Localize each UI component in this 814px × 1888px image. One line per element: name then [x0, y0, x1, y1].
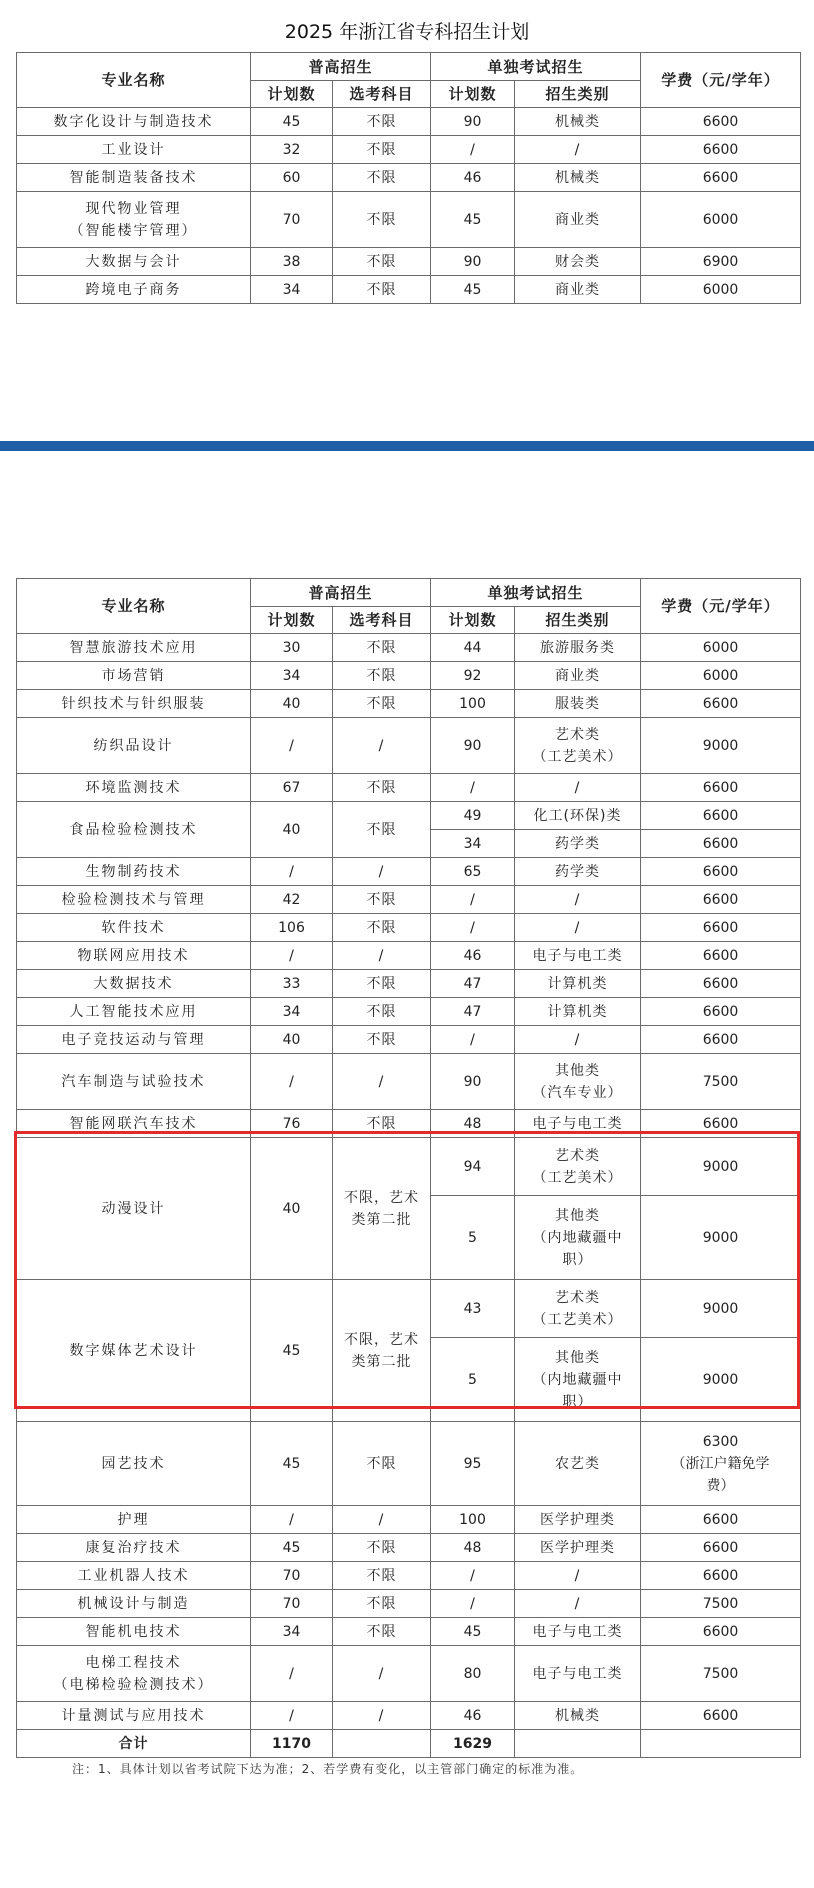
- single-plan-cell: 46: [431, 942, 515, 970]
- fee-cell: 9000: [641, 1196, 801, 1280]
- subject-cell: 不限: [333, 970, 431, 998]
- subject-cell: 不限: [333, 164, 431, 192]
- table-row: [17, 1026, 801, 1054]
- page-title: 2025 年浙江省专科招生计划: [284, 21, 530, 43]
- single-plan-cell: 94: [431, 1138, 515, 1196]
- category-cell: 财会类: [515, 248, 641, 276]
- category-cell: 商业类: [515, 276, 641, 304]
- table-row: [17, 1702, 801, 1730]
- major-name-cell: 跨境电子商务: [17, 276, 251, 304]
- category-cell: /: [515, 1026, 641, 1054]
- general-plan-cell: /: [251, 942, 333, 970]
- header-fee: 学费（元/学年）: [641, 579, 801, 634]
- subject-cell: /: [333, 858, 431, 886]
- major-name-cell: 电子竞技运动与管理: [17, 1026, 251, 1054]
- subject-cell: 不限，艺术 类第二批: [333, 1280, 431, 1422]
- table-row: [17, 942, 801, 970]
- fee-cell: 6000: [641, 276, 801, 304]
- header-category: 招生类别: [515, 81, 641, 108]
- subject-cell: /: [333, 718, 431, 774]
- footnote: 注：1、具体计划以省考试院下达为准；2、若学费有变化，以主管部门确定的标准为准。: [72, 1762, 584, 1776]
- general-plan-cell: /: [251, 1506, 333, 1534]
- header-general-plan: 计划数: [251, 81, 333, 108]
- subject-cell: 不限: [333, 276, 431, 304]
- enrollment-table-2: [16, 578, 801, 1758]
- general-plan-cell: 40: [251, 802, 333, 858]
- major-name-cell: 食品检验检测技术: [17, 802, 251, 858]
- single-plan-cell: 5: [431, 1196, 515, 1280]
- category-cell: 艺术类 （工艺美术）: [515, 1280, 641, 1338]
- fee-cell: 6600: [641, 108, 801, 136]
- major-name-cell: 数字化设计与制造技术: [17, 108, 251, 136]
- subject-cell: 不限: [333, 802, 431, 858]
- general-plan-cell: 40: [251, 690, 333, 718]
- header-major: 专业名称: [17, 579, 251, 634]
- subject-cell: 不限: [333, 690, 431, 718]
- header-major: 专业名称: [17, 53, 251, 108]
- category-cell: 服装类: [515, 690, 641, 718]
- subject-cell: /: [333, 1646, 431, 1702]
- fee-cell: 6600: [641, 774, 801, 802]
- fee-cell: 6000: [641, 634, 801, 662]
- subject-cell: 不限: [333, 1618, 431, 1646]
- single-plan-cell: 45: [431, 192, 515, 248]
- subject-cell: 不限: [333, 1110, 431, 1138]
- major-name-cell: 园艺技术: [17, 1422, 251, 1506]
- category-cell: /: [515, 1590, 641, 1618]
- fee-cell: 6600: [641, 1506, 801, 1534]
- major-name-cell: 智能制造装备技术: [17, 164, 251, 192]
- single-plan-cell: 65: [431, 858, 515, 886]
- fee-cell: 6600: [641, 690, 801, 718]
- major-name-cell: 智能机电技术: [17, 1618, 251, 1646]
- single-plan-cell: 100: [431, 1506, 515, 1534]
- general-plan-cell: 30: [251, 634, 333, 662]
- header-category: 招生类别: [515, 607, 641, 634]
- general-plan-cell: 45: [251, 1280, 333, 1422]
- general-plan-cell: 40: [251, 1026, 333, 1054]
- major-name-cell: 汽车制造与试验技术: [17, 1054, 251, 1110]
- major-name-cell: 大数据技术: [17, 970, 251, 998]
- category-cell: 化工(环保)类: [515, 802, 641, 830]
- category-cell: 医学护理类: [515, 1506, 641, 1534]
- major-name-cell: 机械设计与制造: [17, 1590, 251, 1618]
- subject-cell: 不限: [333, 662, 431, 690]
- single-plan-cell: 45: [431, 276, 515, 304]
- major-name-cell: 物联网应用技术: [17, 942, 251, 970]
- category-cell: 药学类: [515, 830, 641, 858]
- subject-cell: 不限: [333, 886, 431, 914]
- table-row: [17, 1590, 801, 1618]
- fee-cell: 6600: [641, 1026, 801, 1054]
- fee-cell: 6000: [641, 192, 801, 248]
- subject-cell: /: [333, 1702, 431, 1730]
- table-row: [17, 1280, 801, 1338]
- subject-cell: 不限，艺术 类第二批: [333, 1138, 431, 1280]
- subject-cell: 不限: [333, 248, 431, 276]
- fee-cell: 7500: [641, 1646, 801, 1702]
- table-row: [17, 276, 801, 304]
- category-cell: /: [515, 136, 641, 164]
- single-plan-cell: 48: [431, 1534, 515, 1562]
- fee-cell: 6600: [641, 998, 801, 1026]
- major-name-cell: 检验检测技术与管理: [17, 886, 251, 914]
- category-cell: 医学护理类: [515, 1534, 641, 1562]
- major-name-cell: 智慧旅游技术应用: [17, 634, 251, 662]
- table-row: [17, 1110, 801, 1138]
- single-plan-cell: 48: [431, 1110, 515, 1138]
- single-plan-cell: /: [431, 1562, 515, 1590]
- general-plan-cell: 34: [251, 998, 333, 1026]
- major-name-cell: 智能网联汽车技术: [17, 1110, 251, 1138]
- category-cell: 电子与电工类: [515, 1646, 641, 1702]
- total-label: 合计: [17, 1730, 251, 1758]
- subject-cell: /: [333, 1506, 431, 1534]
- general-plan-cell: /: [251, 858, 333, 886]
- category-cell: 电子与电工类: [515, 1110, 641, 1138]
- table-row: [17, 662, 801, 690]
- header-general: 普高招生: [251, 53, 431, 81]
- general-plan-cell: 42: [251, 886, 333, 914]
- general-plan-cell: 34: [251, 276, 333, 304]
- major-name-cell: 护理: [17, 1506, 251, 1534]
- subject-cell: 不限: [333, 136, 431, 164]
- single-plan-cell: 47: [431, 998, 515, 1026]
- general-plan-cell: /: [251, 1646, 333, 1702]
- single-plan-cell: 90: [431, 248, 515, 276]
- fee-cell: 6600: [641, 1110, 801, 1138]
- major-name-cell: 大数据与会计: [17, 248, 251, 276]
- major-name-cell: 软件技术: [17, 914, 251, 942]
- general-plan-cell: 70: [251, 1562, 333, 1590]
- fee-cell: 7500: [641, 1590, 801, 1618]
- single-plan-cell: /: [431, 774, 515, 802]
- table-row: [17, 718, 801, 774]
- category-cell: 艺术类 （工艺美术）: [515, 1138, 641, 1196]
- table-row: [17, 634, 801, 662]
- fee-cell: 6600: [641, 1702, 801, 1730]
- single-plan-cell: 80: [431, 1646, 515, 1702]
- general-plan-cell: 34: [251, 1618, 333, 1646]
- table-row: [17, 1054, 801, 1110]
- fee-cell: 6600: [641, 1534, 801, 1562]
- category-cell: 机械类: [515, 1702, 641, 1730]
- subject-cell: 不限: [333, 1422, 431, 1506]
- table-row: [17, 858, 801, 886]
- single-plan-cell: 5: [431, 1338, 515, 1422]
- category-cell: 商业类: [515, 662, 641, 690]
- fee-cell: 6600: [641, 1618, 801, 1646]
- header-general: 普高招生: [251, 579, 431, 607]
- fee-cell: 6600: [641, 886, 801, 914]
- major-name-cell: 数字媒体艺术设计: [17, 1280, 251, 1422]
- category-cell: 其他类 （内地藏疆中 职）: [515, 1338, 641, 1422]
- general-plan-cell: 67: [251, 774, 333, 802]
- total-single-plan: 1629: [431, 1730, 515, 1758]
- major-name-cell: 康复治疗技术: [17, 1534, 251, 1562]
- subject-cell: 不限: [333, 634, 431, 662]
- single-plan-cell: 47: [431, 970, 515, 998]
- major-name-cell: 现代物业管理 （智能楼宇管理）: [17, 192, 251, 248]
- general-plan-cell: 34: [251, 662, 333, 690]
- table-row: [17, 1618, 801, 1646]
- header-single: 单独考试招生: [431, 579, 641, 607]
- category-cell: 计算机类: [515, 998, 641, 1026]
- total-empty-cell: [333, 1730, 431, 1758]
- table-row: [17, 192, 801, 248]
- table-row: [17, 1562, 801, 1590]
- general-plan-cell: 32: [251, 136, 333, 164]
- general-plan-cell: 45: [251, 1422, 333, 1506]
- category-cell: 电子与电工类: [515, 1618, 641, 1646]
- table-row: [17, 164, 801, 192]
- category-cell: 艺术类 （工艺美术）: [515, 718, 641, 774]
- single-plan-cell: 92: [431, 662, 515, 690]
- subject-cell: /: [333, 942, 431, 970]
- category-cell: 计算机类: [515, 970, 641, 998]
- single-plan-cell: /: [431, 886, 515, 914]
- table-row: [17, 1422, 801, 1506]
- table-row: [17, 886, 801, 914]
- single-plan-cell: 46: [431, 1702, 515, 1730]
- table-row: [17, 136, 801, 164]
- fee-cell: 6600: [641, 942, 801, 970]
- single-plan-cell: 34: [431, 830, 515, 858]
- single-plan-cell: 45: [431, 1618, 515, 1646]
- fee-cell: 6600: [641, 1562, 801, 1590]
- general-plan-cell: /: [251, 718, 333, 774]
- category-cell: /: [515, 1562, 641, 1590]
- single-plan-cell: 90: [431, 1054, 515, 1110]
- category-cell: /: [515, 774, 641, 802]
- subject-cell: 不限: [333, 108, 431, 136]
- subject-cell: 不限: [333, 1562, 431, 1590]
- fee-cell: 6000: [641, 662, 801, 690]
- section-divider: [0, 441, 814, 451]
- single-plan-cell: 90: [431, 108, 515, 136]
- table-row: [17, 1506, 801, 1534]
- category-cell: 电子与电工类: [515, 942, 641, 970]
- general-plan-cell: 45: [251, 1534, 333, 1562]
- fee-cell: 6600: [641, 802, 801, 830]
- subject-cell: /: [333, 1054, 431, 1110]
- subject-cell: 不限: [333, 192, 431, 248]
- major-name-cell: 市场营销: [17, 662, 251, 690]
- fee-cell: 6600: [641, 136, 801, 164]
- category-cell: 机械类: [515, 164, 641, 192]
- table-row: [17, 914, 801, 942]
- header-general-plan: 计划数: [251, 607, 333, 634]
- fee-cell: 9000: [641, 718, 801, 774]
- total-general-plan: 1170: [251, 1730, 333, 1758]
- fee-cell: 6900: [641, 248, 801, 276]
- category-cell: 旅游服务类: [515, 634, 641, 662]
- table-row: [17, 1534, 801, 1562]
- single-plan-cell: 100: [431, 690, 515, 718]
- total-empty-cell: [515, 1730, 641, 1758]
- fee-cell: 9000: [641, 1138, 801, 1196]
- single-plan-cell: /: [431, 136, 515, 164]
- category-cell: 农艺类: [515, 1422, 641, 1506]
- fee-cell: 9000: [641, 1280, 801, 1338]
- enrollment-table-1: [16, 52, 801, 304]
- general-plan-cell: 76: [251, 1110, 333, 1138]
- general-plan-cell: 33: [251, 970, 333, 998]
- general-plan-cell: 106: [251, 914, 333, 942]
- table-row: [17, 970, 801, 998]
- total-row: [17, 1730, 801, 1758]
- major-name-cell: 针织技术与针织服装: [17, 690, 251, 718]
- general-plan-cell: 45: [251, 108, 333, 136]
- category-cell: 其他类 （汽车专业）: [515, 1054, 641, 1110]
- single-plan-cell: 46: [431, 164, 515, 192]
- subject-cell: 不限: [333, 1590, 431, 1618]
- header-single-plan: 计划数: [431, 81, 515, 108]
- category-cell: 机械类: [515, 108, 641, 136]
- major-name-cell: 纺织品设计: [17, 718, 251, 774]
- fee-cell: 6600: [641, 858, 801, 886]
- category-cell: /: [515, 914, 641, 942]
- general-plan-cell: 38: [251, 248, 333, 276]
- table-row: [17, 802, 801, 830]
- subject-cell: 不限: [333, 914, 431, 942]
- table-row: [17, 248, 801, 276]
- header-fee: 学费（元/学年）: [641, 53, 801, 108]
- general-plan-cell: 70: [251, 1590, 333, 1618]
- major-name-cell: 环境监测技术: [17, 774, 251, 802]
- major-name-cell: 工业设计: [17, 136, 251, 164]
- single-plan-cell: /: [431, 1026, 515, 1054]
- single-plan-cell: /: [431, 1590, 515, 1618]
- single-plan-cell: 49: [431, 802, 515, 830]
- major-name-cell: 动漫设计: [17, 1138, 251, 1280]
- table-row: [17, 1138, 801, 1196]
- fee-cell: 6600: [641, 970, 801, 998]
- single-plan-cell: /: [431, 914, 515, 942]
- fee-cell: 6600: [641, 830, 801, 858]
- general-plan-cell: 70: [251, 192, 333, 248]
- fee-cell: 6300 （浙江户籍免学 费）: [641, 1422, 801, 1506]
- fee-cell: 9000: [641, 1338, 801, 1422]
- header-single-plan: 计划数: [431, 607, 515, 634]
- header-subject: 选考科目: [333, 607, 431, 634]
- category-cell: 商业类: [515, 192, 641, 248]
- major-name-cell: 电梯工程技术 （电梯检验检测技术）: [17, 1646, 251, 1702]
- header-subject: 选考科目: [333, 81, 431, 108]
- table-row: [17, 774, 801, 802]
- major-name-cell: 人工智能技术应用: [17, 998, 251, 1026]
- fee-cell: 6600: [641, 914, 801, 942]
- table-row: [17, 998, 801, 1026]
- category-cell: 其他类 （内地藏疆中 职）: [515, 1196, 641, 1280]
- category-cell: /: [515, 886, 641, 914]
- fee-cell: 7500: [641, 1054, 801, 1110]
- general-plan-cell: 40: [251, 1138, 333, 1280]
- table-row: [17, 1646, 801, 1702]
- major-name-cell: 工业机器人技术: [17, 1562, 251, 1590]
- header-single: 单独考试招生: [431, 53, 641, 81]
- single-plan-cell: 44: [431, 634, 515, 662]
- subject-cell: 不限: [333, 774, 431, 802]
- table-row: [17, 690, 801, 718]
- general-plan-cell: /: [251, 1054, 333, 1110]
- general-plan-cell: /: [251, 1702, 333, 1730]
- major-name-cell: 计量测试与应用技术: [17, 1702, 251, 1730]
- single-plan-cell: 43: [431, 1280, 515, 1338]
- subject-cell: 不限: [333, 1534, 431, 1562]
- general-plan-cell: 60: [251, 164, 333, 192]
- major-name-cell: 生物制药技术: [17, 858, 251, 886]
- subject-cell: 不限: [333, 998, 431, 1026]
- total-empty-cell: [641, 1730, 801, 1758]
- fee-cell: 6600: [641, 164, 801, 192]
- table-row: [17, 108, 801, 136]
- subject-cell: 不限: [333, 1026, 431, 1054]
- category-cell: 药学类: [515, 858, 641, 886]
- single-plan-cell: 95: [431, 1422, 515, 1506]
- single-plan-cell: 90: [431, 718, 515, 774]
